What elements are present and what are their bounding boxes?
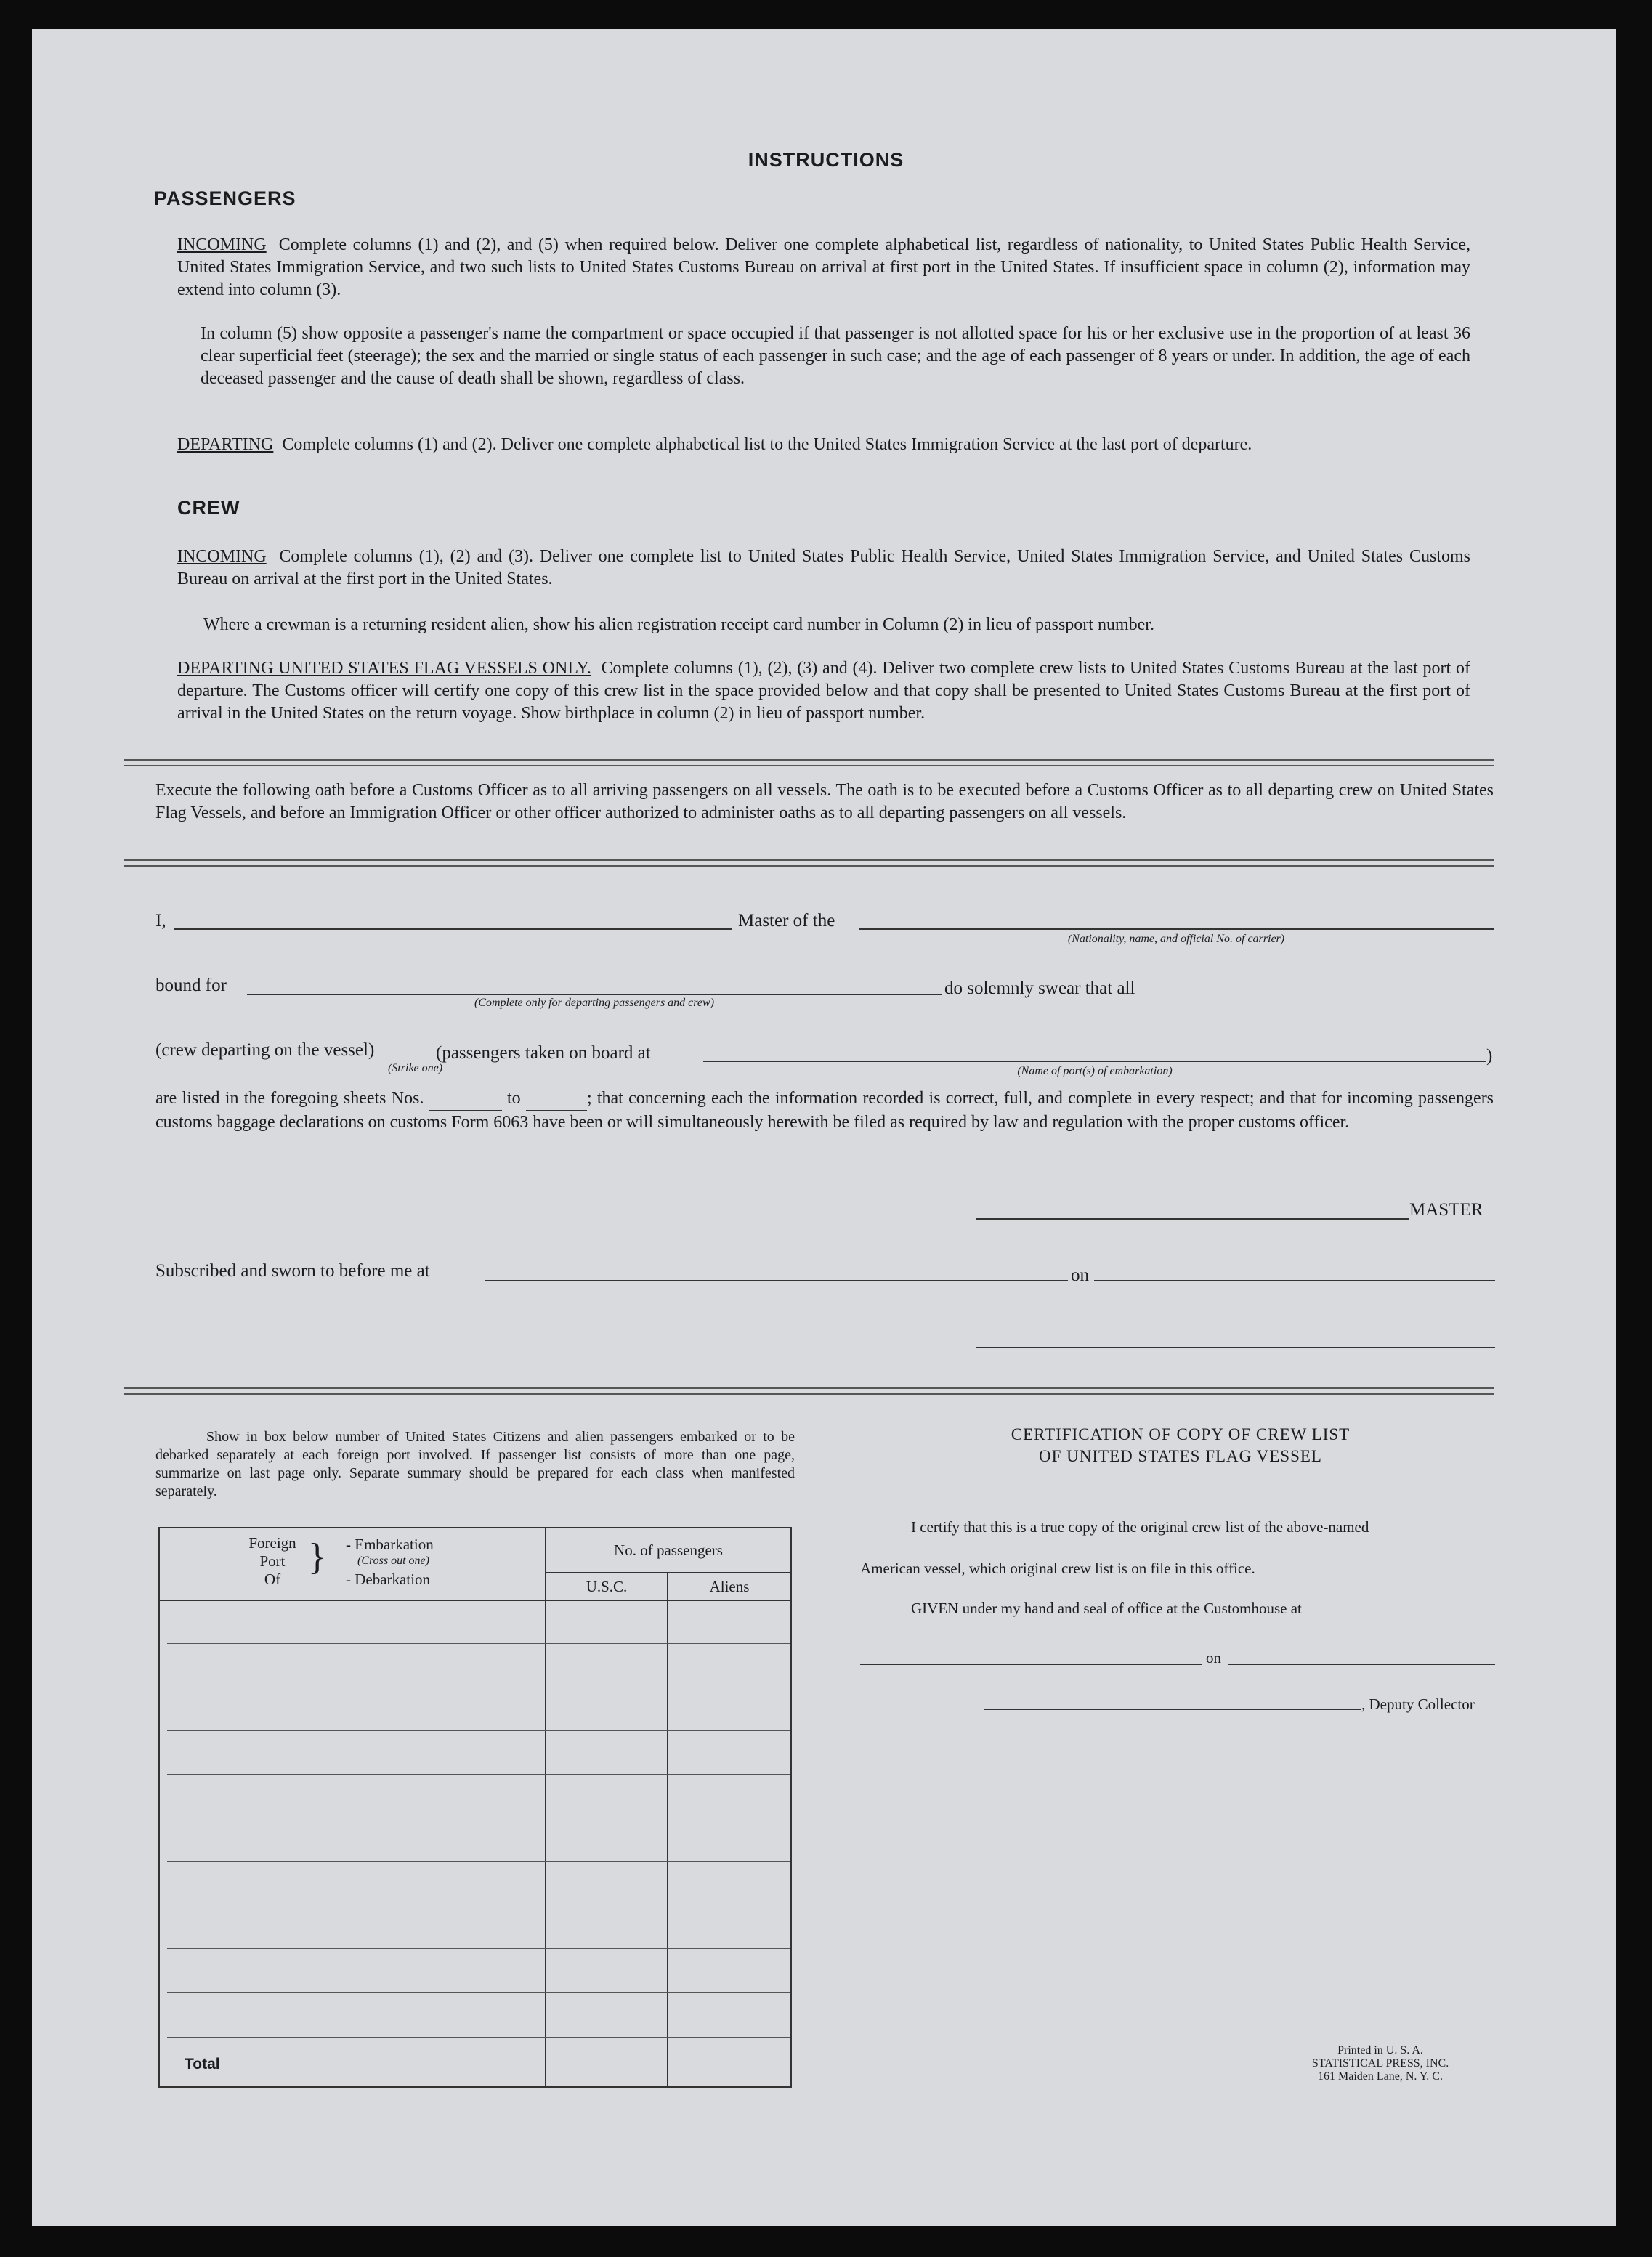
summary-intro: Show in box below number of United States Citizens and alien passengers embarked or to be debarked separately at each foreign port involved. If passenger list consists of more than one page, summarize on last page only. Separate summary should be prepared for each class when manifested separately. [155,1429,795,1499]
swear-label: do solemnly swear that all [944,978,1135,998]
sworn-on-label: on [1071,1265,1089,1285]
header-divider [546,1572,790,1573]
passengers-departing-paragraph [177,434,1470,456]
section-divider [124,1387,1494,1395]
section-divider [124,859,1494,867]
crew-incoming-label: INCOMING [177,547,267,566]
master-of-label: Master of the [738,911,835,931]
master-label: MASTER [1409,1200,1483,1220]
crew-departing-text: Complete columns (1), (2), (3) and (4). Deliver two complete crew lists to United States Customs Bureau at the last port of departure. The Customs officer will certify one copy of this crew list in the space provided below and that copy shall be presented to United States Customs Bureau at the first port of arrival in the United States on the return voyage. Show birthplace in column (2) in lieu of passport number. [177,659,1470,723]
crew-departing-paragraph [177,657,1470,725]
summary-table [158,1527,792,2088]
port-hint: (Name of port(s) of embarkation) [1017,1065,1173,1077]
embarkation-port-field[interactable] [703,1061,1486,1062]
foreign-word: Foreign [248,1534,296,1552]
cross-out-hint: (Cross out one) [357,1555,429,1567]
header-bottom [160,1600,790,1601]
debarkation-label: - Debarkation [346,1571,431,1588]
passengers-incoming-paragraph [177,234,1470,301]
deputy-signature-field[interactable] [984,1709,1361,1710]
carrier-hint: (Nationality, name, and official No. of carrier) [1067,933,1285,945]
oath-listed-text-2: ; that concerning each the information recorded is correct, full, and complete in every respect; and that for incoming passengers customs baggage declarations on customs Form 6063 have been or will simultaneously herewith be filed as required by law and regulation with the proper customs officer. [155,1089,1494,1132]
printer-line-2: STATISTICAL PRESS, INC. [1311,2057,1449,2070]
table-row [167,1861,790,1862]
bound-for-field[interactable] [247,994,942,995]
passengers-departing-label: DEPARTING [177,435,274,454]
certification-line-3: GIVEN under my hand and seal of office at the Customhouse at [911,1600,1302,1617]
certification-title-2: OF UNITED STATES FLAG VESSEL [1039,1447,1322,1465]
aliens-header: Aliens [709,1578,750,1595]
sworn-place-field[interactable] [485,1280,1068,1281]
crew-heading: CREW [177,497,240,519]
table-row [167,1948,790,1949]
crew-resident-text: Where a crewman is a returning resident alien, show his alien registration receipt card number in Column (2) in lieu of passport number. [203,615,1154,634]
certification-line-1: I certify that this is a true copy of the original crew list of the above-named [911,1518,1369,1536]
table-row [167,1992,790,1993]
sworn-date-field[interactable] [1094,1280,1495,1281]
printer-line-3: 161 Maiden Lane, N. Y. C. [1318,2070,1443,2083]
crew-incoming-text: Complete columns (1), (2) and (3). Deliver one complete list to United States Public Health Service, United States Immigration Service, and United States Customs Bureau on arrival at the first port in the United States. [177,547,1470,588]
sheet-from-field[interactable] [429,1087,502,1111]
certification-title-1: CERTIFICATION OF COPY OF CREW LIST [1011,1425,1351,1443]
subscribed-label: Subscribed and sworn to before me at [155,1261,430,1281]
foreign-port-of [240,1534,305,1589]
master-name-field[interactable] [174,928,732,930]
table-row [167,1643,790,1644]
table-row [167,1730,790,1731]
strike-hint: (Strike one) [388,1062,443,1074]
master-signature-field[interactable] [976,1218,1409,1220]
printer-imprint [1264,2044,1497,2083]
carrier-field[interactable] [859,928,1494,930]
embarkation-label: - Embarkation [346,1536,434,1553]
passengers-taken-option[interactable]: (passengers taken on board at [436,1043,651,1063]
close-paren: ) [1486,1046,1493,1066]
passengers-incoming-text: Complete columns (1) and (2), and (5) when required below. Deliver one complete alphabetical list, regardless of nationality, to United States Public Health Service, United States Immigration Service, and two such lists to United States Customs Bureau on arrival at first port in the United States. If insufficient space in column (2), information may extend into column (3). [177,235,1471,299]
brace-glyph: } [308,1536,326,1578]
bound-for-hint: (Complete only for departing passengers and crew) [474,997,715,1009]
crew-departing-option[interactable]: (crew departing on the vessel) [155,1040,375,1060]
passengers-column5-text: In column (5) show opposite a passenger's name the compartment or space occupied if that passenger is not allotted space for his or her exclusive use in the proportion of at least 36 clear superficial feet (steerage); the sex and the married or single status of each passenger in such case; and the age of each passenger of 8 years or under. In addition, the age of each deceased passenger and the cause of death shall be shown, regardless of class. [201,324,1470,388]
col-divider [667,1572,668,2086]
crew-departing-label: DEPARTING UNITED STATES FLAG VESSELS ONLY. [177,659,591,678]
sheet-to-field[interactable] [526,1087,587,1111]
oath-listed-text-1: are listed in the foregoing sheets Nos. [155,1089,424,1108]
oath-listed-paragraph [155,1087,1494,1134]
passengers-departing-text: Complete columns (1) and (2). Deliver one complete alphabetical list to the United States Immigration Service at the last port of departure. [282,435,1252,454]
bound-for-label: bound for [155,976,227,995]
port-word: Port [259,1552,286,1570]
section-divider [124,759,1494,766]
summary-port-header [160,1528,545,1601]
usc-header: U.S.C. [586,1578,628,1595]
of-word: Of [264,1571,281,1588]
oath-intro: Execute the following oath before a Customs Officer as to all arriving passengers on all vessels. The oath is to be executed before a Customs Officer as to all departing crew on United States Flag Vessels, and before an Immigration Officer or other officer authorized to administer oaths as to all departing passengers on all vessels. [155,781,1494,822]
passengers-heading: PASSENGERS [154,187,296,209]
to-label: to [507,1089,521,1108]
certification-line-2: American vessel, which original crew list is on file in this office. [860,1560,1255,1577]
no-passengers-header: No. of passengers [614,1541,723,1559]
table-row [167,1774,790,1775]
crew-incoming-paragraph [177,546,1470,591]
oath-i-label: I, [155,911,166,931]
certification-on-label: on [1206,1649,1221,1666]
printer-line-1: Printed in U. S. A. [1337,2044,1423,2057]
table-row [167,2037,790,2038]
deputy-collector-label: , Deputy Collector [1361,1695,1475,1713]
col-divider [545,1528,546,2086]
officer-signature-field[interactable] [976,1347,1495,1348]
passengers-incoming-label: INCOMING [177,235,267,254]
customhouse-field[interactable] [860,1664,1202,1665]
instructions-title: INSTRUCTIONS [748,149,904,171]
certification-date-field[interactable] [1228,1664,1495,1665]
total-label: Total [185,2056,220,2072]
